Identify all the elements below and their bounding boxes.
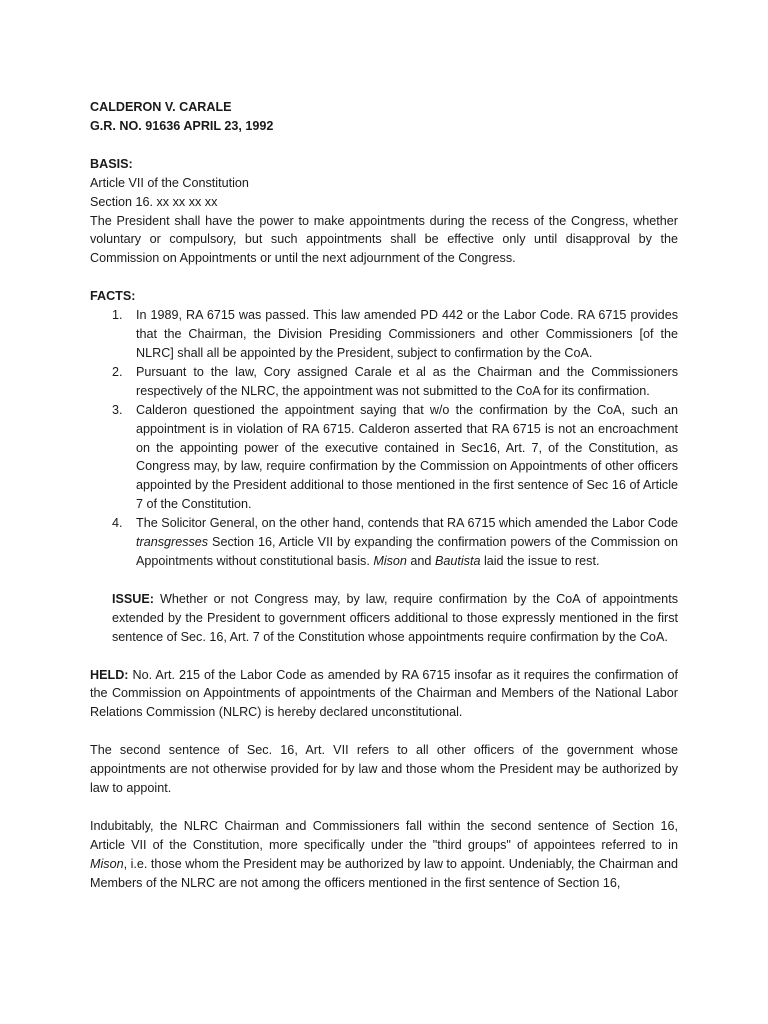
basis-text: The President shall have the power to make appointments during the recess of the Congress, whether voluntary or compulsory, but such appointments shall be effective only until disapproval by the Commission on Appointments or until the next adjournment of the Congress. bbox=[90, 213, 678, 266]
section-tail: xx xx xx xx bbox=[153, 194, 218, 209]
list-item-text: Calderon questioned the appointment saying that w/o the confirmation by the CoA, such an appointment is in violation of RA 6715. Calderon asserted that RA 6715 is not an encroachment on the appointing power of the executive contained in Sec16, Art. 7, of the Constitution, as Congress may, by law, require confirmation by the Commission on Appointments of other officers appointed by the President additional to those mentioned in the first sentence of Sec 16 of Article 7 of the Constitution. bbox=[136, 402, 678, 512]
issue-label: ISSUE: bbox=[112, 591, 154, 606]
list-item bbox=[90, 401, 678, 514]
list-item bbox=[90, 363, 678, 401]
list-item bbox=[90, 514, 678, 571]
basis-article: Article VII of the Constitution bbox=[90, 175, 249, 190]
section-label: Section 16. bbox=[90, 194, 154, 209]
emphasis: Mison bbox=[373, 553, 407, 568]
list-item-number: 3. bbox=[112, 402, 123, 417]
text-run: Section 16, Article VII by expanding the confirmation powers of the Commission on Appointments without constitutional basis. bbox=[136, 535, 678, 568]
basis-section bbox=[90, 193, 678, 212]
emphasis: transgresses bbox=[136, 535, 209, 550]
list-item-number: 4. bbox=[112, 516, 123, 531]
document-page bbox=[90, 98, 678, 893]
text-run: The Solicitor General, on the other hand, contends that RA 6715 which amended the Labor Code bbox=[136, 516, 678, 531]
held-text: No. Art. 215 of the Labor Code as amended by RA 6715 insofar as it requires the confirmation of the Commission on Appointments of appointments of the Chairman and Members of the National Labor Relations Commission (NLRC) is hereby declared unconstitutional. bbox=[90, 667, 678, 720]
facts-heading: FACTS: bbox=[90, 289, 136, 304]
emphasis: Mison bbox=[90, 856, 124, 871]
list-item bbox=[90, 306, 678, 363]
text-run: Indubitably, the NLRC Chairman and Commissioners fall within the second sentence of Section 16, Article VII of the Constitution, more specifically under the "third groups" of appointees referred to in bbox=[90, 819, 678, 852]
held-label: HELD: bbox=[90, 667, 129, 682]
ruling-paragraph-2 bbox=[90, 817, 678, 893]
list-item-number: 2. bbox=[112, 364, 123, 379]
emphasis: Bautista bbox=[434, 553, 481, 568]
list-item-number: 1. bbox=[112, 308, 123, 323]
ruling-paragraph-1: The second sentence of Sec. 16, Art. VII refers to all other officers of the government whose appointments are not otherwise provided for by law and those whom the President may be authorized by law to appoint. bbox=[90, 743, 678, 796]
issue-text: Whether or not Congress may, by law, require confirmation by the CoA of appointments extended by the President to government officers additional to those expressly mentioned in the first sentence of Sec. 16, Art. 7 of the Constitution whose appointments require confirmation by the CoA. bbox=[112, 591, 678, 644]
case-citation: G.R. NO. 91636 APRIL 23, 1992 bbox=[90, 118, 274, 133]
list-item-text bbox=[136, 516, 678, 568]
basis-heading: BASIS: bbox=[90, 156, 133, 171]
issue-paragraph bbox=[90, 590, 678, 647]
case-title: CALDERON V. CARALE bbox=[90, 100, 232, 114]
text-run: and bbox=[406, 553, 435, 568]
text-run: laid the issue to rest. bbox=[480, 553, 600, 568]
list-item-text: In 1989, RA 6715 was passed. This law amended PD 442 or the Labor Code. RA 6715 provides that the Chairman, the Division Presiding Commissioners and other Commissioners [of the NLRC] shall all be appointed by the President, subject to confirmation by the CoA. bbox=[136, 308, 678, 360]
text-run: , i.e. those whom the President may be authorized by law to appoint. Undeniably, the Chairman and Members of the NLRC are not among the officers mentioned in the first sentence of Section 16, bbox=[90, 856, 678, 890]
list-item-text: Pursuant to the law, Cory assigned Carale et al as the Chairman and the Commissioners respectively of the NLRC, the appointment was not submitted to the CoA for its confirmation. bbox=[136, 364, 678, 398]
held-paragraph bbox=[90, 666, 678, 723]
facts-list bbox=[90, 306, 678, 571]
